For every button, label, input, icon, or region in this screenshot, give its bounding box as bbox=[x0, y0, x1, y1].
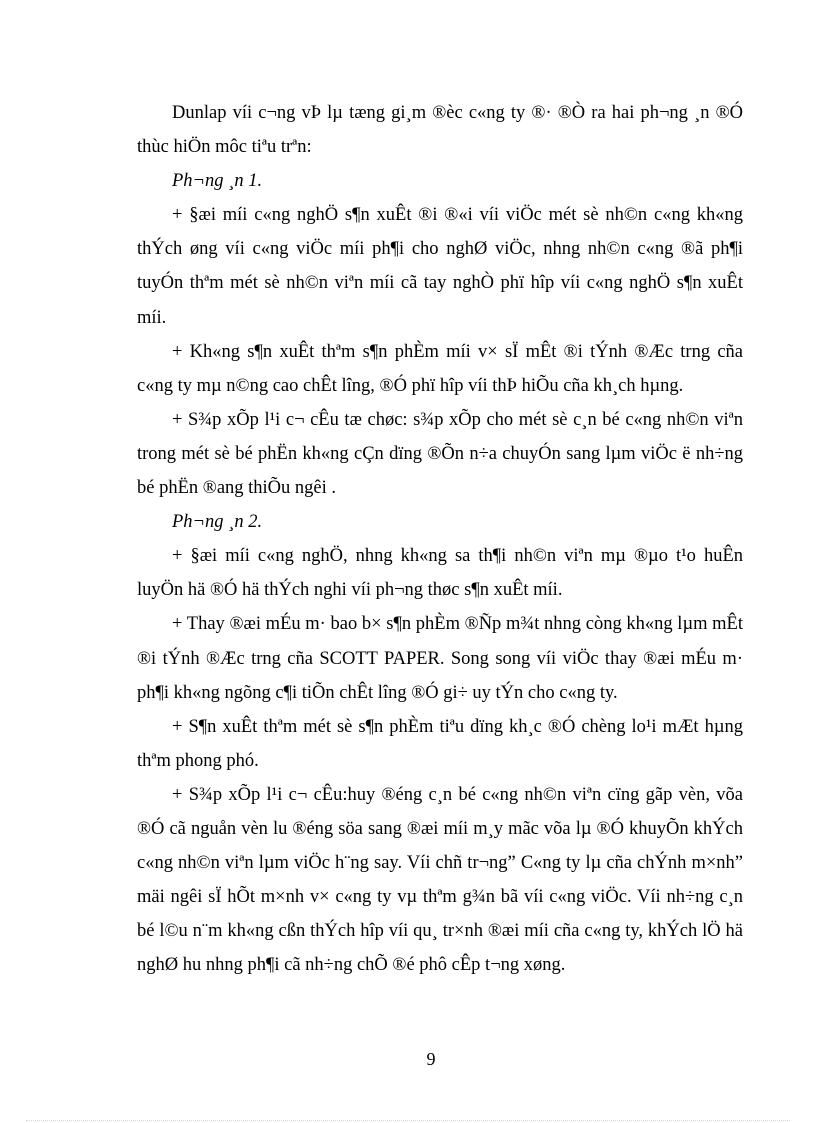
paragraph-option-1-products: + Kh«ng s¶n xuÊt thªm s¶n phÈm míi v× sÏ mÊt ®i tÝnh ®Æc trng cña c«ng ty mµ n©ng cao chÊt lîng, ®Ó phï hîp víi thÞ hiÕu cña kh¸ch hµng. bbox=[137, 341, 743, 396]
heading-option-1: Ph¬ng ¸n 1. bbox=[172, 171, 263, 192]
paragraph-option-1-structure: + S¾p xÕp l¹i c¬ cÊu tæ chøc: s¾p xÕp cho mét sè c¸n bé c«ng nh©n viªn trong mét sè bé phËn kh«ng cÇn dïng ®Õn n÷a chuyÓn sang lµm viÖc ë nh÷ng bé phËn ®ang thiÕu ngêi . bbox=[137, 409, 743, 499]
page-number: 9 bbox=[426, 1049, 436, 1069]
heading-option-2: Ph¬ng ¸n 2. bbox=[172, 512, 263, 533]
paragraph-option-2-products: + S¶n xuÊt thªm mét sè s¶n phÈm tiªu dïng kh¸c ®Ó chèng lo¹i mÆt hµng thªm phong phó. bbox=[137, 716, 743, 771]
paragraph-option-1-technology: + §æi míi c«ng nghÖ s¶n xuÊt ®i ®«i víi viÖc mét sè nh©n c«ng kh«ng thÝch øng víi c«ng viÖc míi ph¶i cho nghØ viÖc, nhng nh©n c«ng ®ã ph¶i tuyÓn thªm mét sè nh©n viªn míi cã tay nghÒ phï hîp víi c«ng nghÖ s¶n xuÊt míi. bbox=[137, 205, 743, 328]
paragraph-option-2-packaging: + Thay ®æi mÉu m· bao b× s¶n phÈm ®Ñp m¾t nhng còng kh«ng lµm mÊt ®i tÝnh ®Æc trng cña SCOTT PAPER. Song song víi viÖc thay ®æi mÉu m· ph¶i kh«ng ngõng c¶i tiÕn chÊt lîng ®Ó gi÷ uy tÝn cho c«ng ty. bbox=[137, 614, 743, 703]
paragraph-intro: Dunlap víi c¬ng vÞ lµ tæng gi¸m ®èc c«ng ty ®· ®Ò ra hai ph¬ng ¸n ®Ó thùc hiÖn môc tiªu trªn: bbox=[137, 103, 743, 158]
body-text bbox=[137, 96, 743, 982]
footer-divider bbox=[26, 1120, 790, 1121]
paragraph-option-2-structure: + S¾p xÕp l¹i c¬ cÊu:huy ®éng c¸n bé c«ng nh©n viªn cïng gãp vèn, võa ®Ó cã nguån vèn lu ®éng söa sang ®æi míi m¸y mãc võa lµ ®Ó khuyÕn khÝch c«ng nh©n viªn lµm viÖc h¨ng say. Víi chñ tr¬ng” C«ng ty lµ cña chÝnh m×nh” mäi ngêi sÏ hÕt m×nh v× c«ng ty vµ thªm g¾n bã víi c«ng viÖc. Víi nh÷ng c¸n bé l©u n¨m kh«ng cßn thÝch hîp víi qu¸ tr×nh ®æi míi cña c«ng ty, khÝch lÖ hä nghØ hu nhng ph¶i cã nh÷ng chÕ ®é phô cÊp t¬ng xøng. bbox=[137, 784, 743, 976]
paragraph-option-2-technology: + §æi míi c«ng nghÖ, nhng kh«ng sa th¶i nh©n viªn mµ ®µo t¹o huÊn luyÖn hä ®Ó hä thÝch nghi víi ph¬ng thøc s¶n xuÊt míi. bbox=[137, 546, 743, 601]
